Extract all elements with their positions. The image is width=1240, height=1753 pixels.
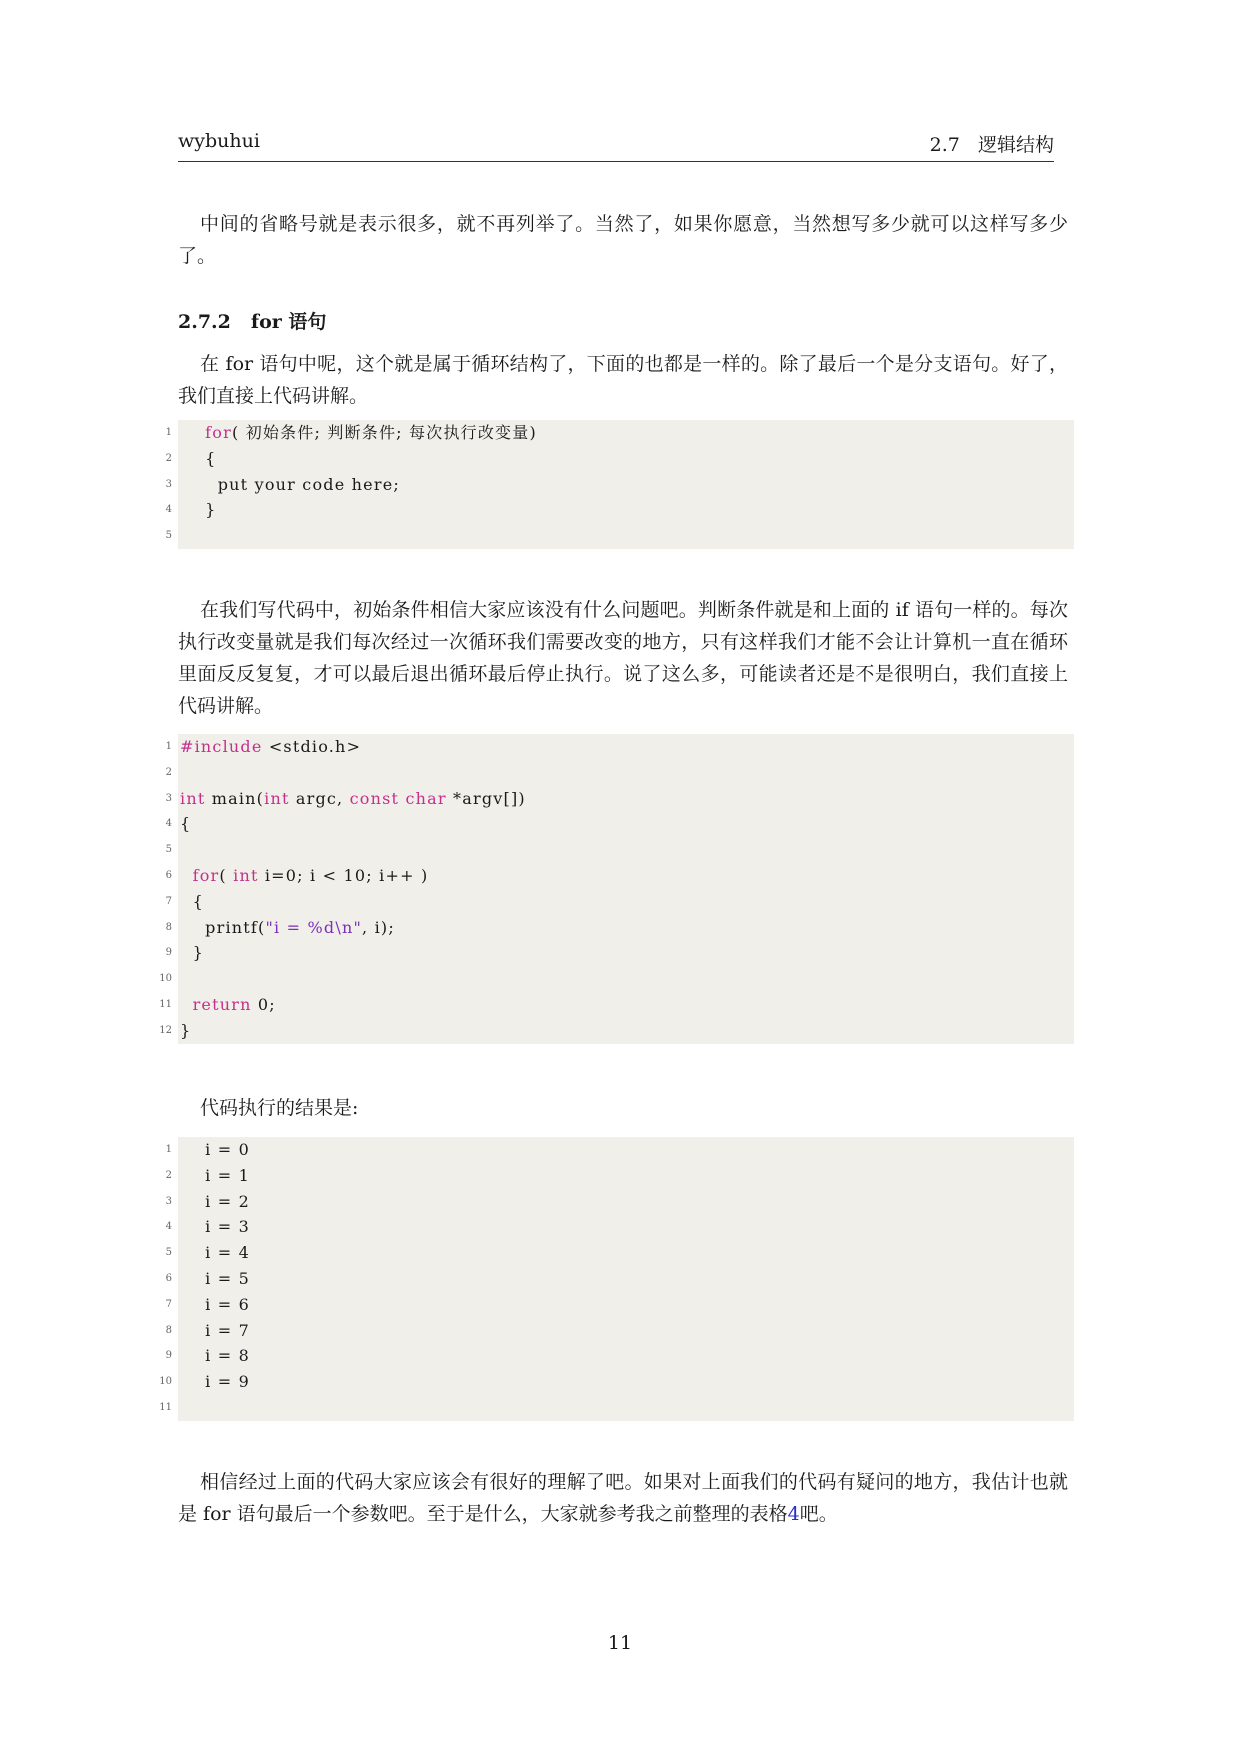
code-line: 11 — [159, 1401, 172, 1413]
code-line: 10 i = 9 — [159, 1372, 251, 1392]
code-line: 7 i = 6 — [165, 1294, 251, 1314]
code-line: 2 i = 1 — [165, 1165, 251, 1185]
table-reference-link[interactable]: 4 — [787, 1503, 800, 1525]
code-line: 9 } — [165, 943, 204, 963]
section-number: 2.7.2 — [178, 311, 231, 333]
code-line: 1 #include <stdio.h> — [165, 737, 362, 756]
code-line: 6 i = 5 — [165, 1268, 251, 1288]
code-line: 2 — [165, 766, 172, 778]
code-line: 1 i = 0 — [165, 1140, 251, 1159]
code-line: 2 { — [165, 448, 217, 468]
code-line: 10 — [159, 973, 172, 985]
code-line: 5 — [165, 530, 172, 542]
page-number: 11 — [607, 1632, 633, 1654]
page-header — [178, 130, 1054, 162]
code-line: 7 { — [165, 891, 204, 911]
code-line: 3 int main(int argc, const char *argv[]) — [165, 788, 526, 808]
code-line: 4 i = 3 — [165, 1217, 251, 1237]
code-line: 4 { — [165, 814, 192, 834]
result-label: 代码执行的结果是: — [200, 1097, 359, 1119]
code-line: 3 i = 2 — [165, 1191, 251, 1211]
code-line: 5 i = 4 — [165, 1243, 251, 1263]
code-line: 4 } — [165, 500, 217, 520]
header-author: wybuhui — [178, 130, 260, 152]
header-section: 2.7 逻辑结构 — [929, 134, 1054, 156]
code-block-output — [159, 1137, 1074, 1421]
paragraph-3: 相信经过上面的代码大家应该会有很好的理解了吧。如果对上面我们的代码有疑问的地方，我估计也就是 for 语句最后一个参数吧。至于是什么，大家就参考我之前整理的表格4吧。 — [178, 1471, 1068, 1525]
code-line: 9 i = 8 — [165, 1346, 251, 1366]
code-line: 11 return 0; — [159, 994, 276, 1014]
code-line: 6 for( int i=0; i < 10; i++ ) — [165, 865, 429, 885]
paragraph-2: 在我们写代码中，初始条件相信大家应该没有什么问题吧。判断条件就是和上面的 if 语句一样的。每次执行改变量就是我们每次经过一次循环我们需要改变的地方，只有这样我们才能不会让计算机一直在循环里面反反复复，才可以最后退出循环最后停止执行。说了这么多，可能读者还是不是很明白，我们直接上代码讲解。 — [178, 599, 1068, 717]
code-line: 5 — [165, 844, 172, 856]
intro-paragraph: 中间的省略号就是表示很多，就不再列举了。当然了，如果你愿意，当然想写多少就可以这样写多少了。 — [178, 213, 1068, 267]
section-title: for 语句 — [250, 311, 327, 333]
paragraph-1: 在 for 语句中呢，这个就是属于循环结构了，下面的也都是一样的。除了最后一个是分支语句。好了，我们直接上代码讲解。 — [178, 353, 1068, 407]
code-line: 3 put your code here; — [165, 474, 400, 494]
section-heading — [178, 307, 326, 334]
code-line: 12 } — [159, 1020, 192, 1040]
code-line: 8 printf("i = %d\n", i); — [165, 917, 395, 937]
code-block-for-example — [159, 734, 1074, 1044]
code-line: 8 i = 7 — [165, 1320, 251, 1340]
code-block-for-syntax — [165, 420, 1074, 549]
code-line: 1 for( 初始条件; 判断条件; 每次执行改变量) — [165, 423, 537, 442]
